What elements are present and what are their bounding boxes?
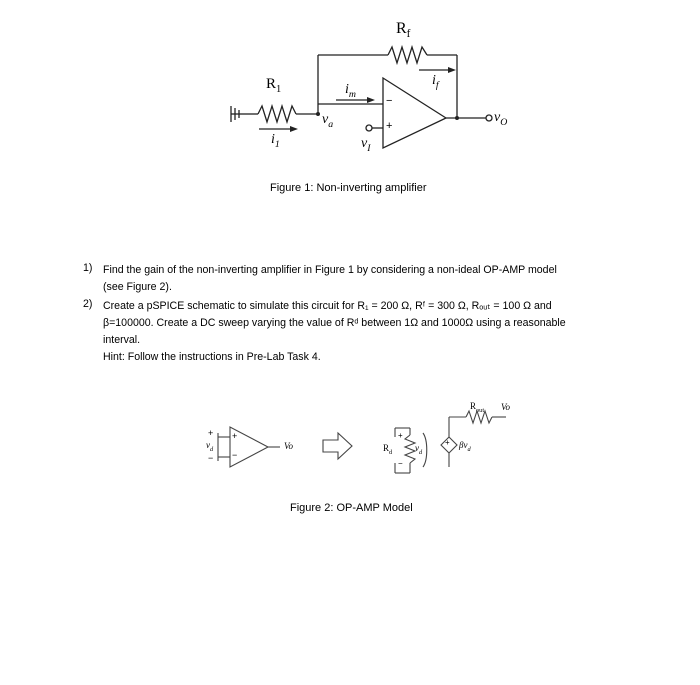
question-line: (see Figure 2). <box>103 281 172 293</box>
r1-label: $R_1$ <box>266 76 282 95</box>
vi-label: $v_I$ <box>361 136 371 154</box>
i1-label: $i_1$ <box>271 132 280 150</box>
opamp-minus-sign: − <box>386 95 393 107</box>
vo-label: $v_O$ <box>494 110 508 128</box>
question-number: 1) <box>83 262 93 274</box>
question-line: β=100000. Create a DC sweep varying the value of Rᵈ between 1Ω and 1000Ω using a reasonable <box>103 317 566 329</box>
vo-right-label: Vo <box>501 402 510 412</box>
rout-label: $R_{out}$ <box>470 401 485 414</box>
beta-vd-label: $\beta v_d$ <box>459 440 471 453</box>
figure-1 <box>0 0 700 210</box>
figure-2 <box>0 395 700 525</box>
question-line: Create a pSPICE schematic to simulate this circuit for R₁ = 200 Ω, Rᶠ = 300 Ω, Rₒᵤₜ = 100 Ω and <box>103 300 552 312</box>
hint-line: Hint: Follow the instructions in Pre-Lab Task 4. <box>103 351 321 363</box>
figure-2-caption: Figure 2: OP-AMP Model <box>290 502 413 514</box>
figure-1-caption: Figure 1: Non-inverting amplifier <box>270 182 427 194</box>
opamp2-plus-sign: + <box>232 431 238 441</box>
model-minus-sign: − <box>398 459 403 468</box>
question-line: Find the gain of the non-inverting amplifier in Figure 1 by considering a non-ideal OP-AMP model <box>103 264 557 276</box>
questions-section <box>0 258 700 378</box>
vo-left-label: Vo <box>284 441 293 451</box>
opamp2-minus-sign: − <box>232 450 238 460</box>
question-line: interval. <box>103 334 141 346</box>
source-plus-sign: + <box>445 438 450 447</box>
vd-plus-sign: + <box>208 428 214 438</box>
im-label: $i_m$ <box>345 82 356 100</box>
if-label: $i_f$ <box>432 73 439 91</box>
vd-minus-sign: − <box>208 453 214 463</box>
rd-label: $R_d$ <box>383 443 393 456</box>
question-number: 2) <box>83 298 93 310</box>
vd-mid-label: $v_d$ <box>415 443 423 456</box>
vd-label: $v_d$ <box>206 440 214 453</box>
figure-1-circuit <box>0 0 700 210</box>
model-plus-sign: + <box>398 431 403 440</box>
rf-label: $R_f$ <box>396 20 411 41</box>
opamp-plus-sign: + <box>386 120 393 132</box>
va-label: $v_a$ <box>322 112 334 130</box>
